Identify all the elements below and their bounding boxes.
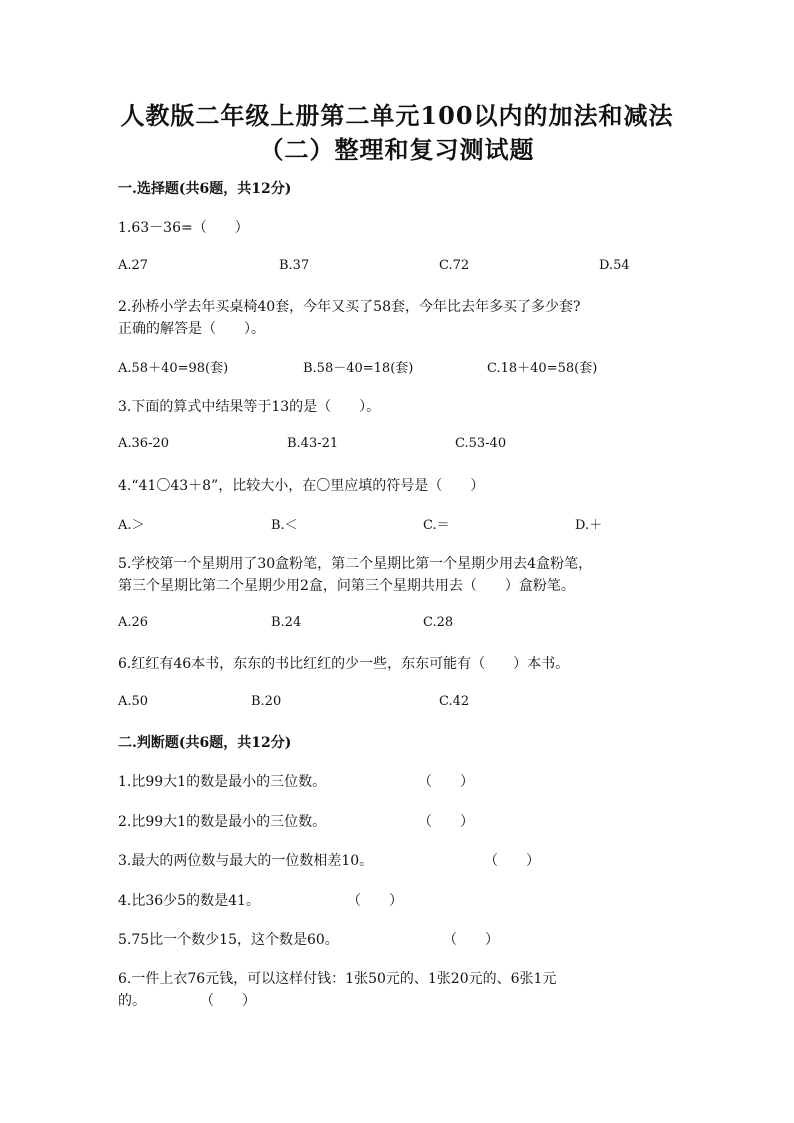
q5-option-a[interactable]: A.26 [118,615,149,630]
judgement-4-answer[interactable]: （ ） [347,893,403,909]
q5-option-c[interactable]: C.28 [423,615,454,630]
q6-option-c[interactable]: C.42 [439,694,470,709]
judgement-6-line1: 6.一件上衣76元钱，可以这样付钱：1张50元的、1张20元的、6张1元 [118,971,557,987]
question-6: 6.红红有46本书，东东的书比红红的少一些，东东可能有（ ）本书。 [118,656,570,672]
q2-option-c[interactable]: C.18＋40=58(套) [487,361,598,376]
q6-option-b[interactable]: B.20 [251,694,282,709]
judgement-6-answer[interactable]: （ ） [200,993,256,1009]
judgement-5: 5.75比一个数少15，这个数是60。 [118,932,339,948]
q6-option-a[interactable]: A.50 [118,694,149,709]
q3-option-c[interactable]: C.53-40 [455,436,507,451]
judgement-1: 1.比99大1的数是最小的三位数。 [118,774,327,790]
q4-option-b[interactable]: B.＜ [271,518,298,533]
judgement-1-answer[interactable]: （ ） [418,774,474,790]
judgement-2-answer[interactable]: （ ） [418,814,474,830]
page-title-line2: （二）整理和复习测试题 [259,135,535,164]
q1-option-d[interactable]: D.54 [599,258,630,273]
q4-option-c[interactable]: C.＝ [423,518,450,533]
question-5-line1: 5.学校第一个星期用了30盒粉笔，第二个星期比第一个星期少用去4盒粉笔， [118,556,593,572]
question-2-line1: 2.孙桥小学去年买桌椅40套，今年又买了58套，今年比去年多买了多少套? [118,299,581,315]
q5-option-b[interactable]: B.24 [271,615,302,630]
judgement-3: 3.最大的两位数与最大的一位数相差10。 [118,853,374,869]
judgement-3-answer[interactable]: （ ） [484,853,540,869]
question-4: 4.“41〇43＋8”，比较大小，在〇里应填的符号是（ ） [118,478,485,494]
q2-option-a[interactable]: A.58＋40=98(套) [118,361,229,376]
q1-option-b[interactable]: B.37 [279,258,310,273]
q4-option-d[interactable]: D.＋ [575,518,603,533]
judgement-4: 4.比36少5的数是41。 [118,893,260,909]
judgement-2: 2.比99大1的数是最小的三位数。 [118,814,327,830]
judgement-5-answer[interactable]: （ ） [443,932,499,948]
section2-heading: 二.判断题(共6题，共12分) [118,735,292,751]
question-2-line2: 正确的解答是（ ）。 [118,321,265,337]
q1-option-a[interactable]: A.27 [118,258,149,273]
judgement-6-line2: 的。 [118,993,146,1009]
q3-option-a[interactable]: A.36-20 [118,436,169,451]
q2-option-b[interactable]: B.58－40=18(套) [303,361,414,376]
question-5-line2: 第三个星期比第二个星期少用2盒，问第三个星期共用去（ ）盒粉笔。 [118,578,575,594]
q3-option-b[interactable]: B.43-21 [287,436,339,451]
section1-heading: 一.选择题(共6题，共12分) [118,181,292,197]
question-1: 1.63－36=（ ） [118,220,249,236]
question-3: 3.下面的算式中结果等于13的是（ ）。 [118,399,381,415]
q1-option-c[interactable]: C.72 [439,258,470,273]
q4-option-a[interactable]: A.＞ [118,518,145,533]
page-title-line1: 人教版二年级上册第二单元100以内的加法和减法 [120,101,674,130]
